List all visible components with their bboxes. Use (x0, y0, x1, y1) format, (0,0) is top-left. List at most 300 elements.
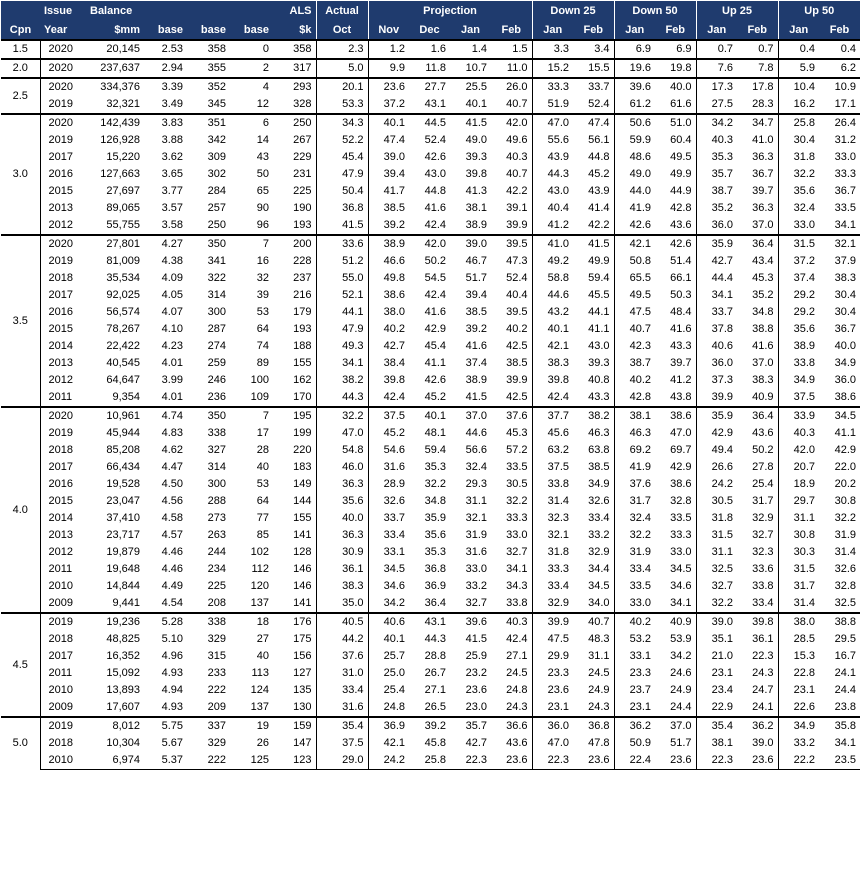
value-cell: 329 (207, 737, 226, 749)
issue-year-cell: 2019 (48, 427, 73, 439)
value-cell: 37.5 (368, 407, 409, 425)
header-cell: Down 25 (532, 1, 614, 20)
value-cell: 30.5 (506, 478, 528, 490)
value-cell: 49.6 (506, 134, 528, 146)
value-cell: 40.1 (368, 114, 409, 132)
value-cell: 29.2 (778, 304, 819, 321)
value-cell: 33.0 (506, 529, 528, 541)
table-row (1, 665, 860, 682)
value-cell: 53.2 (614, 631, 655, 648)
value-cell: 4.38 (161, 255, 183, 267)
value-cell: 5.9 (778, 59, 819, 78)
value-cell: 52.1 (316, 287, 368, 304)
value-cell: 274 (207, 340, 226, 352)
value-cell: 30.4 (834, 306, 856, 318)
value-cell: 156 (293, 650, 312, 662)
value-cell: 34.5 (670, 563, 692, 575)
value-cell: 37.0 (655, 717, 696, 735)
value-cell: 39.2 (409, 717, 450, 735)
value-cell: 44.3 (424, 633, 446, 645)
value-cell: 112 (251, 563, 269, 575)
issue-year-cell: 2020 (40, 114, 86, 132)
value-cell: 47.8 (588, 737, 610, 749)
table-row (1, 304, 860, 321)
value-cell: 42.1 (368, 735, 409, 752)
value-cell: 128 (293, 546, 312, 558)
value-cell: 41.6 (752, 340, 774, 352)
value-cell: 120 (250, 580, 269, 592)
table-row (1, 287, 860, 304)
value-cell: 146 (293, 580, 312, 592)
header-cell: Oct (316, 20, 368, 40)
value-cell: 22.6 (778, 699, 819, 717)
value-cell: 16.7 (834, 650, 856, 662)
value-cell: 5.0 (316, 59, 368, 78)
value-cell: 4.49 (161, 580, 183, 592)
header-cell: Up 50 (778, 1, 860, 20)
value-cell: 7.6 (696, 59, 737, 78)
value-cell: 34.1 (696, 287, 737, 304)
value-cell: 350 (187, 235, 230, 253)
value-cell: 127,663 (100, 168, 140, 180)
value-cell: 50.2 (424, 255, 446, 267)
value-cell: 46.7 (465, 255, 487, 267)
value-cell: 43.3 (670, 340, 692, 352)
value-cell: 40.2 (614, 372, 655, 389)
value-cell: 1.6 (409, 40, 450, 59)
value-cell: 44.1 (316, 304, 368, 321)
value-cell: 23.0 (465, 701, 487, 713)
header-cell: Feb (819, 20, 860, 40)
value-cell: 21.0 (696, 648, 737, 665)
issue-year-cell: 2011 (48, 667, 73, 679)
value-cell: 34.9 (778, 372, 819, 389)
value-cell: 54.5 (424, 272, 446, 284)
value-cell: 30.9 (316, 544, 368, 561)
value-cell: 17.8 (737, 78, 778, 96)
table-row (1, 648, 860, 665)
value-cell: 137 (250, 701, 269, 713)
value-cell: 125 (230, 752, 273, 770)
value-cell: 222 (187, 752, 230, 770)
value-cell: 40.3 (491, 613, 532, 631)
value-cell: 36.0 (696, 355, 737, 372)
value-cell: 3.57 (161, 202, 183, 214)
issue-year-cell: 2020 (40, 40, 86, 59)
value-cell: 4.93 (161, 701, 183, 713)
value-cell: 3.99 (161, 374, 183, 386)
value-cell: 6.9 (655, 40, 696, 59)
value-cell: 40.2 (506, 323, 528, 335)
value-cell: 44.3 (316, 389, 368, 407)
value-cell: 33.4 (316, 682, 368, 699)
value-cell: 314 (207, 461, 226, 473)
value-cell: 44.4 (696, 270, 737, 287)
header-cell: Jan (778, 20, 819, 40)
value-cell: 32.8 (834, 580, 856, 592)
value-cell: 34.2 (368, 595, 409, 613)
header-cell: Balance (86, 1, 273, 20)
value-cell: 69.7 (670, 444, 692, 456)
value-cell: 39.6 (450, 613, 491, 631)
value-cell: 31.5 (696, 527, 737, 544)
value-cell: 40.9 (655, 613, 696, 631)
value-cell: 43.9 (588, 185, 610, 197)
value-cell: 59.9 (614, 132, 655, 149)
value-cell: 30.4 (834, 289, 856, 301)
value-cell: 4.94 (161, 684, 183, 696)
value-cell: 44.6 (532, 287, 573, 304)
value-cell: 32.2 (316, 407, 368, 425)
value-cell: 40.3 (778, 425, 819, 442)
value-cell: 38.8 (819, 613, 860, 631)
table-row (1, 476, 860, 493)
value-cell: 44.8 (588, 151, 610, 163)
value-cell: 92,025 (106, 289, 140, 301)
value-cell: 48.6 (614, 149, 655, 166)
value-cell: 50.4 (316, 183, 368, 200)
table-row (1, 717, 860, 735)
value-cell: 10,304 (106, 737, 140, 749)
issue-year-cell: 2017 (48, 289, 73, 301)
value-cell: 49.9 (670, 168, 692, 180)
value-cell: 43.6 (752, 427, 774, 439)
value-cell: 50.2 (752, 444, 774, 456)
value-cell: 39.8 (465, 168, 487, 180)
value-cell: 39.9 (506, 219, 528, 231)
value-cell: 234 (207, 563, 226, 575)
value-cell: 53 (256, 306, 269, 318)
value-cell: 47.5 (614, 304, 655, 321)
value-cell: 162 (293, 374, 312, 386)
value-cell: 19,648 (106, 563, 140, 575)
table-row (1, 40, 860, 59)
value-cell: 33.4 (588, 512, 610, 524)
value-cell: 31.6 (316, 699, 368, 717)
value-cell: 244 (207, 546, 226, 558)
value-cell: 352 (187, 78, 230, 96)
value-cell: 36.4 (737, 407, 778, 425)
issue-year-cell: 2009 (48, 701, 73, 713)
table-row (1, 544, 860, 561)
value-cell: 35.3 (424, 546, 446, 558)
table-row (1, 631, 860, 648)
value-cell: 3.62 (161, 151, 183, 163)
value-cell: 81,009 (106, 255, 140, 267)
value-cell: 44.6 (465, 427, 487, 439)
value-cell: 42.0 (409, 235, 450, 253)
value-cell: 124 (250, 684, 269, 696)
issue-year-cell: 2016 (48, 168, 73, 180)
value-cell: 229 (293, 151, 312, 163)
table-row (1, 561, 860, 578)
value-cell: 24.2 (368, 752, 409, 770)
value-cell: 85 (256, 529, 269, 541)
value-cell: 41.0 (532, 235, 573, 253)
value-cell: 39.6 (614, 78, 655, 96)
value-cell: 32.1 (532, 527, 573, 544)
table-header (1, 1, 860, 40)
value-cell: 246 (207, 374, 226, 386)
value-cell: 36.0 (834, 374, 856, 386)
value-cell: 19 (230, 717, 273, 735)
value-cell: 89,065 (106, 202, 140, 214)
value-cell: 358 (187, 40, 230, 59)
value-cell: 31.6 (465, 546, 487, 558)
value-cell: 45.4 (424, 340, 446, 352)
value-cell: 26.7 (424, 667, 446, 679)
value-cell: 38.3 (752, 374, 774, 386)
header-cell: Nov (368, 20, 409, 40)
value-cell: 314 (207, 289, 226, 301)
value-cell: 33.7 (368, 510, 409, 527)
value-cell: 38.5 (588, 461, 610, 473)
coupon-cell: 2.5 (1, 78, 40, 114)
value-cell: 0.4 (778, 40, 819, 59)
value-cell: 61.6 (670, 98, 692, 110)
value-cell: 33.0 (670, 546, 692, 558)
value-cell: 65 (256, 185, 269, 197)
value-cell: 33.3 (834, 168, 856, 180)
value-cell: 47.9 (316, 166, 368, 183)
value-cell: 15.2 (532, 59, 573, 78)
value-cell: 30.4 (778, 132, 819, 149)
value-cell: 109 (250, 391, 269, 403)
issue-year-cell: 2011 (48, 391, 73, 403)
value-cell: 155 (293, 512, 312, 524)
value-cell: 40.0 (655, 78, 696, 96)
value-cell: 28.3 (752, 98, 774, 110)
value-cell: 43.1 (424, 98, 446, 110)
value-cell: 34.5 (368, 561, 409, 578)
value-cell: 32.3 (752, 546, 774, 558)
value-cell: 41.6 (424, 202, 446, 214)
value-cell: 22.2 (778, 752, 819, 770)
value-cell: 35.7 (450, 717, 491, 735)
value-cell: 39.4 (368, 166, 409, 183)
header-cell: Jan (532, 20, 573, 40)
value-cell: 31.4 (532, 493, 573, 510)
value-cell: 51.7 (670, 737, 692, 749)
value-cell: 20.1 (316, 78, 368, 96)
value-cell: 36.2 (614, 717, 655, 735)
value-cell: 4.07 (161, 306, 183, 318)
value-cell: 29.7 (778, 493, 819, 510)
value-cell: 41.0 (752, 134, 774, 146)
value-cell: 45.2 (588, 168, 610, 180)
value-cell: 33.6 (316, 235, 368, 253)
value-cell: 4.47 (161, 461, 183, 473)
value-cell: 36.7 (834, 323, 856, 335)
value-cell: 222 (207, 684, 226, 696)
value-cell: 56.6 (465, 444, 487, 456)
coupon-cell: 4.5 (1, 613, 40, 717)
value-cell: 41.2 (532, 217, 573, 235)
issue-year-cell: 2010 (48, 580, 73, 592)
value-cell: 149 (293, 478, 312, 490)
value-cell: 40.7 (573, 613, 614, 631)
value-cell: 23.8 (834, 701, 856, 713)
header-cell: ALS (273, 1, 316, 20)
issue-year-cell: 2019 (40, 613, 86, 631)
value-cell: 41.1 (588, 323, 610, 335)
coupon-cell: 1.5 (1, 40, 40, 59)
value-cell: 33.4 (614, 561, 655, 578)
value-cell: 33.4 (368, 527, 409, 544)
value-cell: 4 (230, 78, 273, 96)
value-cell: 54.6 (368, 442, 409, 459)
value-cell: 27.7 (409, 78, 450, 96)
value-cell: 47.3 (506, 255, 528, 267)
value-cell: 2.94 (144, 59, 187, 78)
issue-year-cell: 2019 (48, 98, 73, 110)
value-cell: 317 (273, 59, 316, 78)
value-cell: 36.6 (491, 717, 532, 735)
value-cell: 42.2 (588, 219, 610, 231)
value-cell: 4.93 (161, 667, 183, 679)
value-cell: 33.6 (752, 563, 774, 575)
value-cell: 41.6 (465, 340, 487, 352)
value-cell: 43 (256, 151, 269, 163)
value-cell: 4.09 (161, 272, 183, 284)
value-cell: 42.4 (368, 389, 409, 407)
value-cell: 22.3 (696, 752, 737, 770)
value-cell: 36.2 (737, 717, 778, 735)
value-cell: 130 (293, 701, 312, 713)
value-cell: 41.1 (424, 357, 446, 369)
value-cell: 42.9 (834, 444, 856, 456)
value-cell: 24.7 (752, 684, 774, 696)
issue-year-cell: 2017 (48, 650, 73, 662)
table-row (1, 372, 860, 389)
value-cell: 44.1 (588, 306, 610, 318)
value-cell: 25.5 (450, 78, 491, 96)
value-cell: 16 (256, 255, 269, 267)
value-cell: 33.5 (670, 512, 692, 524)
value-cell: 29.0 (316, 752, 368, 770)
value-cell: 30.8 (834, 495, 856, 507)
value-cell: 45.8 (424, 737, 446, 749)
value-cell: 7.8 (737, 59, 778, 78)
value-cell: 24.5 (506, 667, 528, 679)
table-row (1, 253, 860, 270)
value-cell: 34.9 (588, 478, 610, 490)
value-cell: 36.9 (368, 717, 409, 735)
value-cell: 40.6 (368, 613, 409, 631)
value-cell: 41.5 (465, 391, 487, 403)
value-cell: 35.8 (819, 717, 860, 735)
value-cell: 31.8 (778, 149, 819, 166)
value-cell: 24.3 (752, 667, 774, 679)
value-cell: 63.2 (532, 442, 573, 459)
value-cell: 3.4 (573, 40, 614, 59)
value-cell: 233 (207, 667, 226, 679)
value-cell: 35.6 (778, 321, 819, 338)
value-cell: 49.2 (532, 253, 573, 270)
value-cell: 32.5 (834, 597, 856, 609)
value-cell: 42.7 (696, 253, 737, 270)
value-cell: 32.5 (696, 561, 737, 578)
issue-year-cell: 2010 (40, 752, 86, 770)
value-cell: 74 (256, 340, 269, 352)
value-cell: 39.8 (368, 372, 409, 389)
value-cell: 32.4 (614, 510, 655, 527)
value-cell: 32.2 (506, 495, 528, 507)
value-cell: 23,717 (106, 529, 140, 541)
value-cell: 23.3 (614, 665, 655, 682)
value-cell: 28.9 (368, 476, 409, 493)
value-cell: 47.0 (316, 425, 368, 442)
value-cell: 43.9 (532, 149, 573, 166)
value-cell: 32.4 (465, 461, 487, 473)
value-cell: 3.49 (161, 98, 183, 110)
value-cell: 19,528 (106, 478, 140, 490)
table-row (1, 183, 860, 200)
value-cell: 24.9 (670, 684, 692, 696)
value-cell: 1.4 (450, 40, 491, 59)
issue-year-cell: 2018 (48, 737, 73, 749)
value-cell: 51.7 (465, 272, 487, 284)
table-row (1, 321, 860, 338)
value-cell: 40.4 (532, 200, 573, 217)
value-cell: 2.3 (316, 40, 368, 59)
value-cell: 51.2 (316, 253, 368, 270)
value-cell: 23.6 (737, 752, 778, 770)
value-cell: 3.88 (161, 134, 183, 146)
value-cell: 4.74 (144, 407, 187, 425)
table-row (1, 578, 860, 595)
value-cell: 170 (293, 391, 312, 403)
value-cell: 33.2 (465, 580, 487, 592)
value-cell: 31.1 (696, 544, 737, 561)
value-cell: 23.2 (465, 667, 487, 679)
value-cell: 220 (293, 444, 312, 456)
header-cell: base (187, 20, 230, 40)
value-cell: 228 (293, 255, 312, 267)
value-cell: 23,047 (106, 495, 140, 507)
value-cell: 47.4 (573, 114, 614, 132)
value-cell: 53 (256, 478, 269, 490)
value-cell: 15,092 (106, 667, 140, 679)
value-cell: 35.6 (778, 183, 819, 200)
value-cell: 31.4 (834, 546, 856, 558)
value-cell: 34.9 (778, 717, 819, 735)
value-cell: 34.9 (834, 357, 856, 369)
value-cell: 36.3 (316, 527, 368, 544)
value-cell: 41.9 (614, 200, 655, 217)
value-cell: 57.2 (506, 444, 528, 456)
value-cell: 51.9 (532, 96, 573, 114)
value-cell: 43.0 (532, 183, 573, 200)
value-cell: 4.96 (161, 650, 183, 662)
value-cell: 37.5 (316, 735, 368, 752)
header-cell: Feb (655, 20, 696, 40)
value-cell: 31.1 (778, 510, 819, 527)
value-cell: 78,267 (106, 323, 140, 335)
issue-year-cell: 2015 (48, 495, 73, 507)
value-cell: 35.2 (696, 200, 737, 217)
header-cell: Actual (316, 1, 368, 20)
value-cell: 53.3 (316, 96, 368, 114)
value-cell: 35.6 (316, 493, 368, 510)
value-cell: 39.0 (696, 613, 737, 631)
value-cell: 38.4 (368, 355, 409, 372)
value-cell: 0.7 (696, 40, 737, 59)
value-cell: 36.9 (424, 580, 446, 592)
value-cell: 31.7 (778, 578, 819, 595)
value-cell: 36.8 (573, 717, 614, 735)
value-cell: 10.9 (819, 78, 860, 96)
